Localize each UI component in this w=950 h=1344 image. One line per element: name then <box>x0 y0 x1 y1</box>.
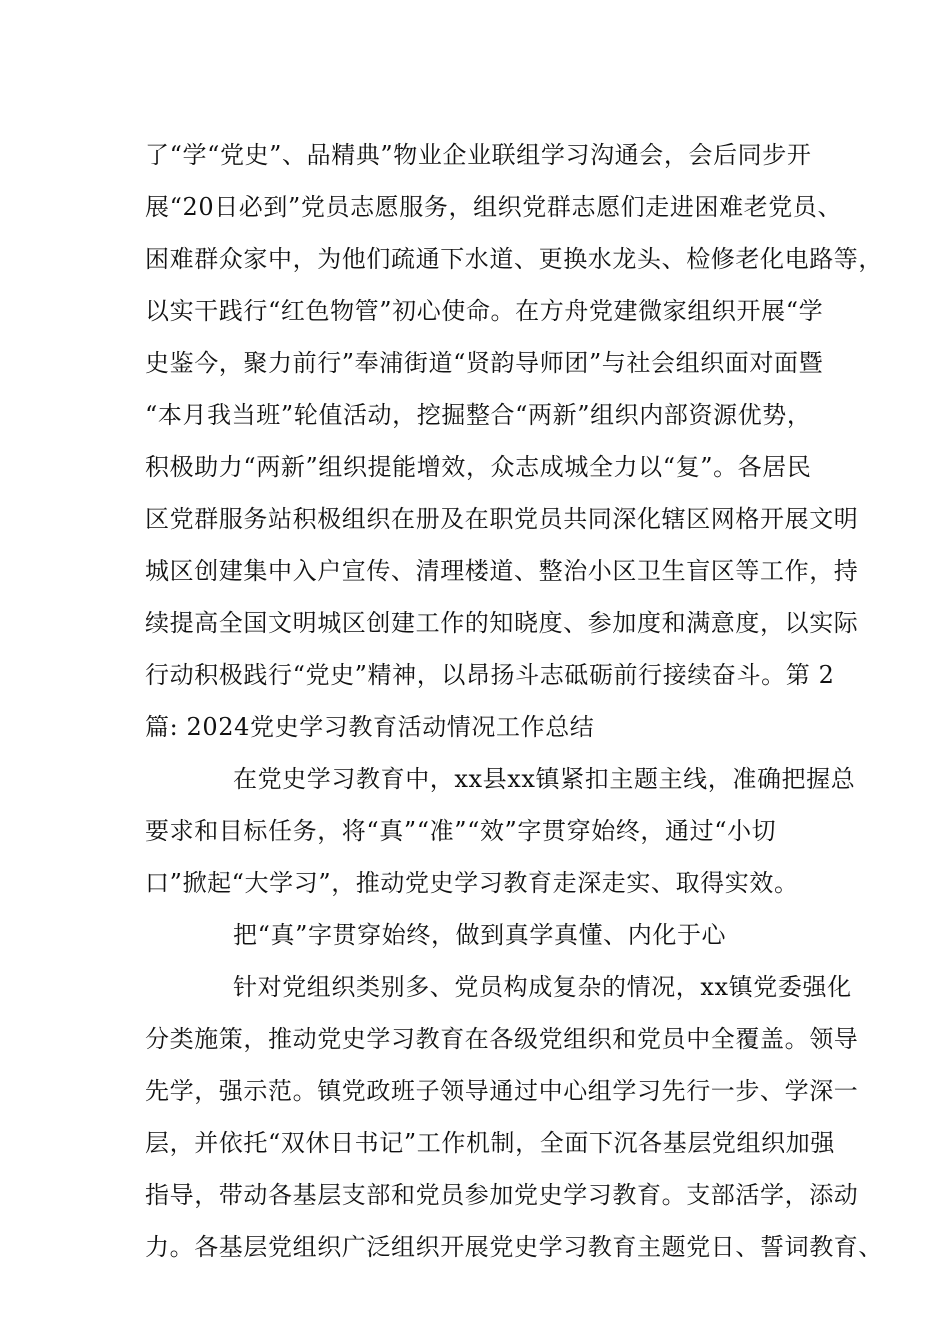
paragraph-line: 续提高全国文明城区创建工作的知晓度、参加度和满意度，以实际 <box>145 609 859 637</box>
paragraph-line: 先学，强示范。镇党政班子领导通过中心组学习先行一步、学深一 <box>145 1077 859 1105</box>
paragraph-line: 城区创建集中入户宣传、清理楼道、整治小区卫生盲区等工作，持 <box>145 557 859 585</box>
paragraph-line: 了“学“党史”、品精典”物业企业联组学习沟通会，会后同步开 <box>145 141 812 169</box>
paragraph-line: 分类施策，推动党史学习教育在各级党组织和党员中全覆盖。领导 <box>145 1025 859 1053</box>
paragraph-line: 困难群众家中，为他们疏通下水道、更换水龙头、检修老化电路等， <box>145 245 883 273</box>
paragraph-line: 区党群服务站积极组织在册及在职党员共同深化辖区网格开展文明 <box>145 505 859 533</box>
paragraph-line: 史鉴今，聚力前行”奉浦街道“贤韵导师团”与社会组织面对面暨 <box>145 349 824 377</box>
paragraph-line: 积极助力“两新”组织提能增效，众志成城全力以“复”。各居民 <box>145 453 812 481</box>
paragraph-line: 力。各基层党组织广泛组织开展党史学习教育主题党日、誓词教育、 <box>145 1233 883 1261</box>
paragraph-line: 在党史学习教育中，xx县xx镇紧扣主题主线，准确把握总 <box>233 765 856 793</box>
paragraph-line: 展“20日必到”党员志愿服务，组织党群志愿们走进困难老党员、 <box>145 193 843 221</box>
paragraph-line: 行动积极践行“党史”精神，以昂扬斗志砥砺前行接续奋斗。第 2 <box>145 661 835 689</box>
paragraph-line: 层，并依托“双休日书记”工作机制，全面下沉各基层党组织加强 <box>145 1129 835 1157</box>
paragraph-line: 要求和目标任务，将“真”“准”“效”字贯穿始终，通过“小切 <box>145 817 777 845</box>
section-title: 篇: 2024党史学习教育活动情况工作总结 <box>145 713 595 741</box>
paragraph-line: 指导，带动各基层支部和党员参加党史学习教育。支部活学，添动 <box>145 1181 859 1209</box>
paragraph-line: 针对党组织类别多、党员构成复杂的情况，xx镇党委强化 <box>233 973 852 1001</box>
paragraph-line: 口”掀起“大学习”，推动党史学习教育走深走实、取得实效。 <box>145 869 799 897</box>
paragraph-line: “本月我当班”轮值活动，挖掘整合“两新”组织内部资源优势， <box>145 401 812 429</box>
paragraph-line: 以实干践行“红色物管”初心使命。在方舟党建微家组织开展“学 <box>145 297 824 325</box>
subheading: 把“真”字贯穿始终，做到真学真懂、内化于心 <box>233 921 727 949</box>
